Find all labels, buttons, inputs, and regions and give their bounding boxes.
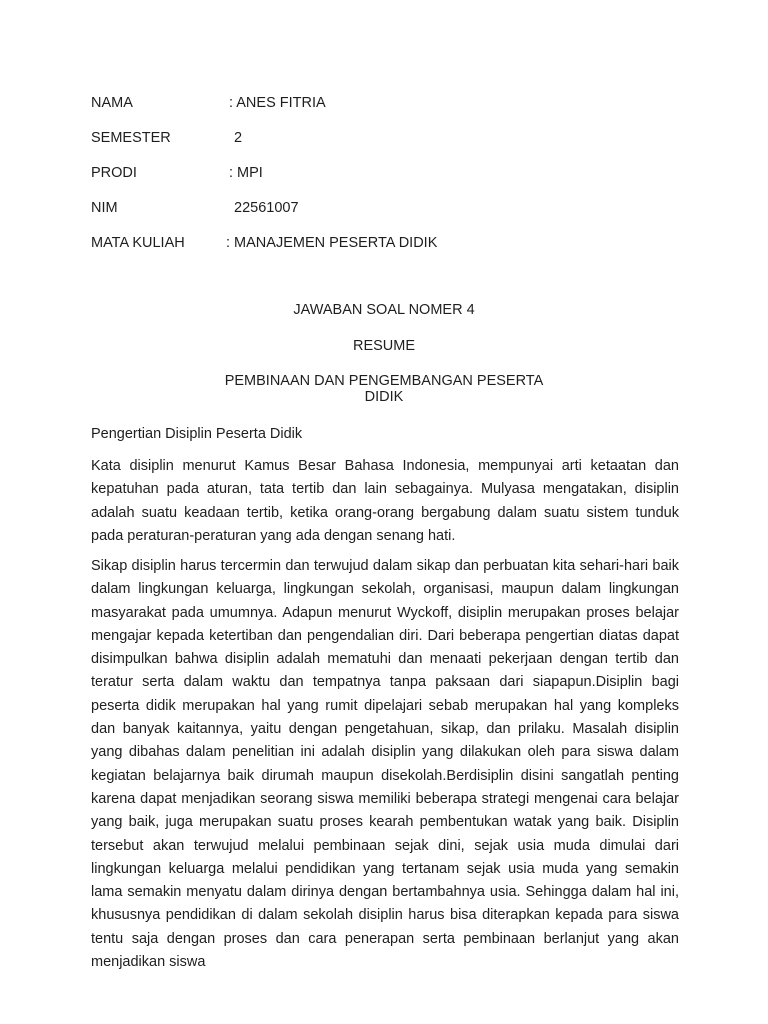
prodi-label: PRODI: [91, 165, 137, 181]
nama-label: NAMA: [91, 95, 133, 111]
mata-kuliah-value: : MANAJEMEN PESERTA DIDIK: [226, 235, 438, 251]
nama-value: : ANES FITRIA: [229, 95, 326, 111]
nim-label: NIM: [91, 200, 118, 216]
nim-value: 22561007: [234, 200, 299, 216]
paragraph-definition: Kata disiplin menurut Kamus Besar Bahasa Indonesia, mempunyai arti ketaatan dan kepatuhan pada aturan, tata tertib dan lain sebagainya. Mulyasa mengatakan, disiplin adalah suatu keadaan tertib, ketika orang-orang bergabung dalam suatu sistem tunduk pada peraturan-peraturan yang ada dengan senang hati.: [91, 458, 679, 544]
topic-heading-line-1: PEMBINAAN DAN PENGEMBANGAN PESERTA: [224, 373, 544, 389]
mata-kuliah-label: MATA KULIAH: [91, 235, 185, 251]
identity-row-semester: [91, 129, 691, 164]
identity-row-prodi: [91, 164, 691, 199]
identity-row-mata-kuliah: [91, 234, 691, 269]
paragraph-discipline-attitude: Sikap disiplin harus tercermin dan terwujud dalam sikap dan perbuatan kita sehari-hari baik dalam lingkungan keluarga, lingkungan sekolah, organisasi, maupun dalam lingkungan masyarakat pada umumnya. Adapun menurut Wyckoff, disiplin merupakan proses belajar mengajar kepada ketertiban dan pengendalian diri. Dari beberapa pengertian diatas dapat disimpulkan bahwa disiplin adalah mematuhi dan menaati pekerjaan dengan tertib dan teratur serta dalam waktu dan tempatnya tanpa paksaan dari siapapun.Disiplin bagi peserta didik merupakan hal yang rumit dipelajari sebab merupakan hal yang kompleks dan banyak kaitannya, yaitu dengan pengetahuan, sikap, dan prilaku. Masalah disiplin yang dibahas dalam penelitian ini adalah disiplin yang dilakukan oleh para siswa dalam kegiatan belajarnya baik dirumah maupun disekolah.Berdisiplin disini sangatlah penting karena dapat menjadikan seorang siswa memiliki beberapa strategi mengenai cara belajar yang baik, juga merupakan suatu proses kearah pembentukan watak yang baik. Disiplin tersebut akan terwujud melalui pembinaan sejak dini, sejak usia muda dimulai dari lingkungan keluarga melalui pendidikan yang tertanam sejak usia muda yang semakin lama semakin menyatu dalam dirinya dengan bertambahnya usia. Sehingga dalam hal ini, khususnya pendidikan di dalam sekolah disiplin harus bisa diterapkan kepada para siswa tentu saja dengan proses dan cara penerapan serta pembinaan berlanjut yang akan menjadikan siswa: [91, 558, 679, 971]
topic-heading-line-2: DIDIK: [364, 389, 404, 405]
identity-row-nama: [91, 94, 691, 129]
answer-heading: JAWABAN SOAL NOMER 4: [293, 302, 475, 318]
identity-row-nim: [91, 199, 691, 234]
section-title: Pengertian Disiplin Peserta Didik: [91, 426, 303, 442]
prodi-value: : MPI: [229, 165, 263, 181]
semester-label: SEMESTER: [91, 130, 171, 146]
student-identity-block: [91, 94, 691, 269]
resume-heading: RESUME: [352, 338, 416, 354]
semester-value: 2: [234, 130, 243, 146]
